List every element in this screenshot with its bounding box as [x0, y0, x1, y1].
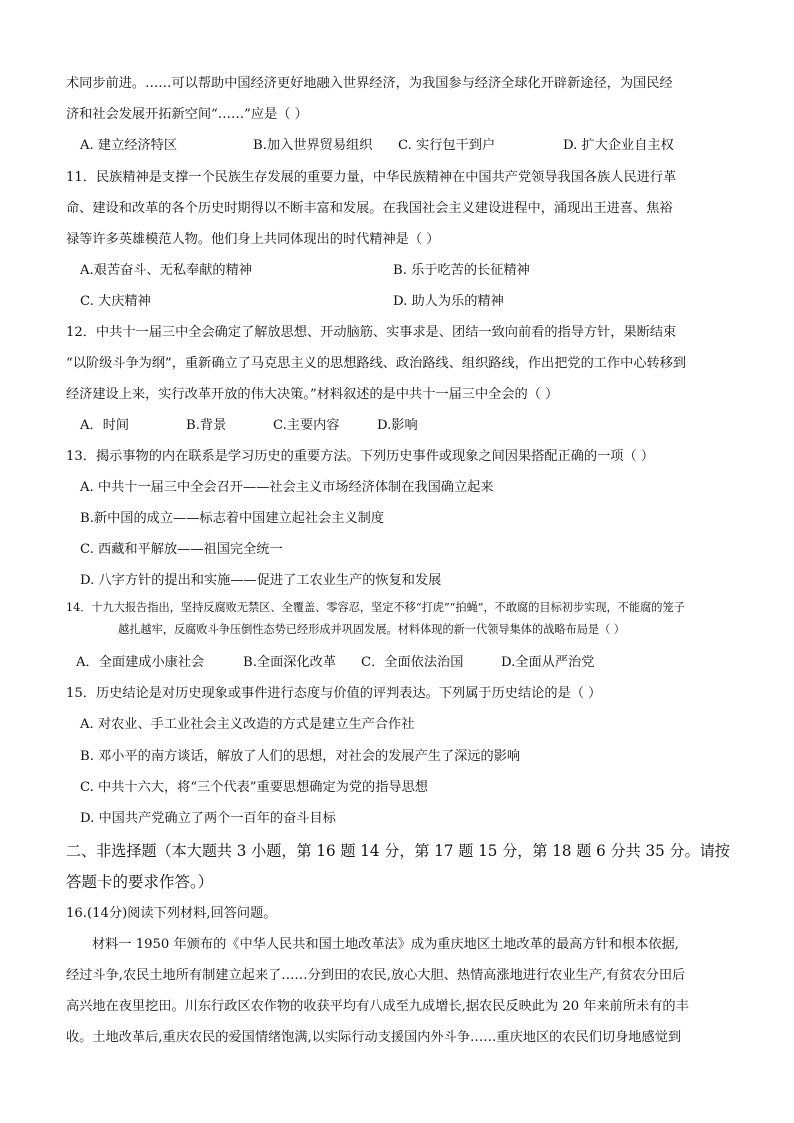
q15-option-d[interactable]: D. 中国共产党确立了两个一百年的奋斗目标: [80, 811, 336, 826]
q12-option-a[interactable]: A．时间: [80, 418, 130, 433]
q12-option-c[interactable]: C.主要内容: [273, 418, 340, 433]
q10-stem-line-2: 济和社会发展开拓新空间“……”应是（ ）: [66, 107, 308, 122]
q14-option-b[interactable]: B.全面深化改革: [243, 655, 337, 670]
q12-stem-line-3: 经济建设上来，实行改革开放的伟大决策。”材料叙述的是中共十一届三中全会的（ ）: [66, 387, 559, 402]
q13-option-a[interactable]: A. 中共十一届三中全会召开——社会主义市场经济体制在我国确立起来: [80, 480, 494, 495]
q11-option-d[interactable]: D. 助人为乐的精神: [393, 294, 504, 309]
q16-material-line-4: 收。土地改革后,重庆农民的爱国情绪饱满,以实际行动支援国内外斗争……重庆地区的农民们切身地感觉到: [66, 1030, 682, 1045]
q14-option-d[interactable]: D.全面从严治党: [501, 655, 595, 670]
q10-option-c[interactable]: C. 实行包干到户: [398, 138, 496, 153]
q16-stem: 16.(14分)阅读下列材料,回答问题。: [66, 906, 277, 921]
q10-option-b[interactable]: B.加入世界贸易组织: [253, 138, 373, 153]
section-2-heading-line-1: 二、非选择题（本大题共 3 小题，第 16 题 14 分，第 17 题 15 分，第 18 题 6 分共 35 分。请按: [66, 842, 730, 860]
q13-option-c[interactable]: C. 西藏和平解放——祖国完全统一: [80, 542, 283, 557]
q11-option-c[interactable]: C. 大庆精神: [80, 294, 151, 309]
q11-stem-line-3: 禄等许多英雄模范人物。他们身上共同体现出的时代精神是（ ）: [66, 232, 440, 247]
q16-material-line-1: 材料一 1950 年颁布的《中华人民共和国土地改革法》成为重庆地区土地改革的最高方针和根本依据,: [92, 937, 679, 952]
q15-stem-line-1: 15．历史结论是对历史现象或事件进行态度与价值的评判表达。下列属于历史结论的是（ ）: [66, 686, 602, 701]
q11-option-b[interactable]: B. 乐于吃苦的长征精神: [393, 263, 530, 278]
q14-stem-line-1: 14．十九大报告指出，坚持反腐败无禁区、全覆盖、零容忍，坚定不移“打虎”“拍蝇”，不敢腐的目标初步实现，不能腐的笼子: [66, 601, 685, 614]
section-2-heading-line-2: 答题卡的要求作答。）: [66, 873, 214, 891]
q12-option-d[interactable]: D.影响: [377, 418, 418, 433]
q10-option-d[interactable]: D. 扩大企业自主权: [563, 138, 674, 153]
q14-option-a[interactable]: A．全面建成小康社会: [76, 655, 205, 670]
q10-option-a[interactable]: A. 建立经济特区: [80, 138, 178, 153]
q14-stem-line-2: 越扎越牢，反腐败斗争压倒性态势已经形成并巩固发展。材料体现的新一代领导集体的战略布局是（ ）: [118, 623, 625, 636]
q12-stem-line-1: 12．中共十一届三中全会确定了解放思想、开动脑筋、实事求是、团结一致向前看的指导方针，果断结束: [66, 325, 677, 340]
q15-option-b[interactable]: B. 邓小平的南方谈话，解放了人们的思想，对社会的发展产生了深远的影响: [80, 749, 521, 764]
q13-stem-line-1: 13．揭示事物的内在联系是学习历史的重要方法。下列历史事件或现象之间因果搭配正确的一项（ ）: [66, 449, 655, 464]
q11-option-a[interactable]: A.艰苦奋斗、无私奉献的精神: [80, 263, 252, 278]
q11-stem-line-2: 命、建设和改革的各个历史时期得以不断丰富和发展。在我国社会主义建设进程中，涌现出王进喜、焦裕: [66, 201, 673, 216]
q13-option-d[interactable]: D. 八字方针的提出和实施——促进了工农业生产的恢复和发展: [80, 573, 442, 588]
q12-option-b[interactable]: B.背景: [186, 418, 227, 433]
q11-stem-line-1: 11．民族精神是支撑一个民族生存发展的重要力量，中华民族精神在中国共产党领导我国各族人民进行革: [66, 170, 677, 185]
q16-material-line-3: 高兴地在夜里挖田。川东行政区农作物的收获平均有八成至九成增长,据农民反映此为 20 年来前所未有的丰: [66, 999, 689, 1014]
q13-option-b[interactable]: B.新中国的成立——标志着中国建立起社会主义制度: [80, 511, 385, 526]
q14-option-c[interactable]: C．全面依法治国: [361, 655, 464, 670]
q12-stem-line-2: “以阶级斗争为纲”，重新确立了马克思主义的思想路线、政治路线、组织路线，作出把党的工作中心转移到: [66, 356, 687, 371]
q10-stem-line-1: 术同步前进。……可以帮助中国经济更好地融入世界经济，为我国参与经济全球化开辟新途径，为国民经: [66, 76, 673, 91]
q16-material-line-2: 经过斗争,农民土地所有制建立起来了……分到田的农民,放心大胆、热情高涨地进行农业生产,有贫农分田后: [66, 968, 686, 983]
q15-option-a[interactable]: A. 对农业、手工业社会主义改造的方式是建立生产合作社: [80, 717, 415, 732]
q15-option-c[interactable]: C. 中共十六大，将“三个代表”重要思想确定为党的指导思想: [80, 780, 428, 795]
